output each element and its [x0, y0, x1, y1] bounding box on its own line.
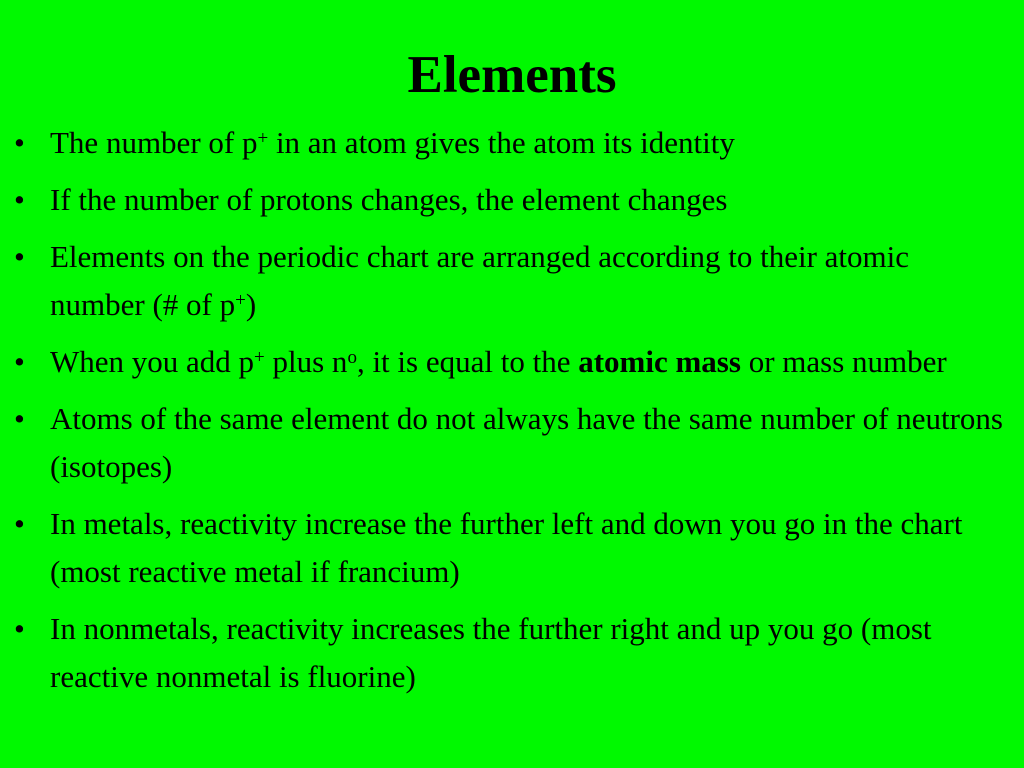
bullet-text — [50, 506, 962, 589]
superscript: + — [235, 289, 246, 311]
bullet-item — [14, 233, 1004, 329]
bullet-dot-icon: • — [14, 239, 25, 274]
bullet-item — [14, 338, 1004, 386]
bullet-dot-icon: • — [14, 401, 25, 436]
bullet-item — [14, 119, 1004, 167]
text-run: The number of p — [50, 125, 258, 160]
bold-term: atomic mass — [578, 344, 741, 379]
text-run: In metals, reactivity increase the further left and down you go in the chart (most reactive metal if francium) — [50, 506, 963, 589]
text-run: ) — [245, 287, 257, 322]
bullet-dot-icon: • — [14, 182, 25, 217]
bullet-dot-icon: • — [14, 611, 25, 646]
superscript: + — [254, 346, 265, 368]
text-run: Elements on the periodic chart are arranged according to their atomic number (# of p — [50, 239, 910, 322]
text-run: or mass number — [740, 344, 947, 379]
bullet-text — [50, 125, 735, 160]
superscript: o — [347, 346, 357, 368]
bullet-text — [50, 182, 727, 217]
superscript: + — [257, 127, 269, 149]
text-run: When you add p — [50, 344, 255, 379]
text-run: In nonmetals, reactivity increases the further right and up you go (most reactive nonmetal is fluorine) — [50, 611, 932, 694]
bullet-text — [50, 401, 1003, 484]
text-run: Atoms of the same element do not always have the same number of neutrons (isotopes) — [50, 401, 1003, 484]
bullet-text — [50, 344, 947, 379]
text-run: plus n — [264, 344, 348, 379]
bullet-item — [14, 176, 1004, 224]
bullet-dot-icon: • — [14, 125, 25, 160]
text-run: , it is equal to the — [356, 344, 579, 379]
bullet-item — [14, 605, 1004, 701]
text-run: If the number of protons changes, the element changes — [50, 182, 728, 217]
bullet-list — [14, 119, 1004, 710]
bullet-item — [14, 500, 1004, 596]
bullet-text — [50, 239, 909, 322]
bullet-dot-icon: • — [14, 344, 25, 379]
bullet-text — [50, 611, 932, 694]
text-run: in an atom gives the atom its identity — [268, 125, 735, 160]
bullet-item — [14, 395, 1004, 491]
bullet-dot-icon: • — [14, 506, 25, 541]
slide-title: Elements — [407, 46, 617, 104]
